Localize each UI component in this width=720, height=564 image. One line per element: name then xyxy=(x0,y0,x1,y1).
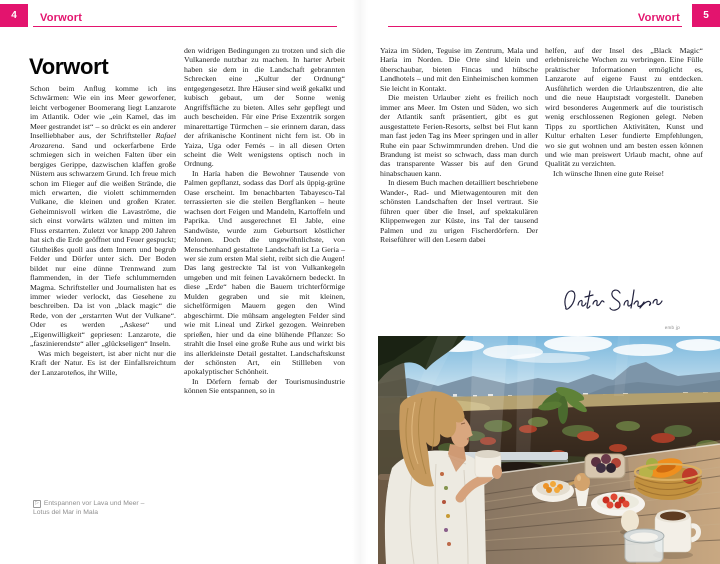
paragraph: den widrigen Bedingungen zu trotzen und sich die Vulkanerde nutzbar zu machen. In harter Arbeit haben sie dem in die Landschaft gebrannten Schrecken eine „Kultur der Ordnung“ entgegengesetzt. Ihre Häuser sind weiß gekalkt und kubisch gebaut, um der Sonne wenig Angriffsfläche zu bieten. Alles sehr gepflegt und auch bescheiden. Für eine Prise Exzentrik sorgen minarettartige Türmchen – sie erinnern daran, dass der afrikanische Kontinent nicht fern ist. Ob in Yaiza, Uga oder Femés – in all diesen Orten scheint die Welt wenigstens optisch noch in Ordnung. xyxy=(184,46,345,169)
caption-arrow-icon: ▷ xyxy=(35,500,39,506)
page-number-tab xyxy=(0,4,28,27)
header-rule xyxy=(33,26,337,27)
header-rule xyxy=(388,26,682,27)
paragraph: Die meisten Urlauber zieht es freilich noch immer ans Meer. Im Osten und Süden, wo sich der Atlantik sanft präsentiert, gibt es gut ausgestattete Ferien-Resorts, selbst bei Flut kann man fast jeden Tag ins Meer springen und in aller Ruhe ein paar Schwimmrunden drehen. Und die Brandung ist meist so schwach, dass man durch das transparente Wasser bis auf den Grund hinabschauen kann. xyxy=(380,93,538,178)
photo-caption xyxy=(33,500,185,517)
photo-illustration xyxy=(378,336,720,564)
page-gutter xyxy=(352,0,368,564)
paragraph: helfen, auf der Insel des „Black Magic“ erlebnisreiche Wochen zu verbringen. Eine Fülle praktischer Informationen ermöglicht es, Lanzarote auf eigene Faust zu entdecken. Ausführlich werden die Urlaubszentren, die alte und die neue Hauptstadt vorgestellt. Daneben wird besonderes Augenmerk auf die touristisch wenig erschlossenen Regionen gelegt. Neben Tipps zu sportlichen Aktivitäten, Kunst und Kultur erhalten Leser fundierte Empfehlungen, wo sie gut wohnen und am besten essen können und wie man preiswert Urlaub macht, ohne auf Qualität zu verzichten. xyxy=(545,46,703,169)
paragraph: In Dörfern fernab der Tourismusindustrie können Sie entspannen, so in xyxy=(184,376,345,396)
running-header-title: Vorwort xyxy=(637,12,680,24)
tomato-plate xyxy=(591,492,645,516)
page-number: 4 xyxy=(11,10,17,21)
mug-in-hand xyxy=(475,450,502,479)
running-header-title: Vorwort xyxy=(40,12,83,24)
text-column-4 xyxy=(545,46,703,178)
page-number: 5 xyxy=(703,10,709,21)
page-number-tab xyxy=(692,4,720,27)
caption-line1: Entspannen vor Lava und Meer – xyxy=(43,500,145,507)
paragraph: In diesem Buch machen detailliert beschriebene Wander-, Rad- und Mietwagentouren mit den schönsten Landschaften der Insel vertraut. Sie führen quer über die Insel, auf spektakulären Klippenwegen zur Küste, ins Tal der tausend Palmen und zu urigen Fischerdörfern. Der Reiseführer will den Lesern dabei xyxy=(380,178,538,245)
paragraph: Was mich begeistert, ist aber nicht nur die Kraft der Natur. Es ist der Einfallsreichtum der Lanzaroteños, ihr Wille, xyxy=(30,348,176,377)
paragraph: Ich wünsche Ihnen eine gute Reise! xyxy=(553,168,665,178)
paragraph: Schon beim Anflug komme ich ins Schwärmen: Wie ein ins Meer geworfener, leicht verbogener Boomerang liegt Lanzarote im Atlantik. Oder wie „ein Kamel, das im Meer gestrandet ist“ – so drückt es ein anderer Inselliebhaber aus, der Schriftsteller Rafael Arozarena. Sand und ockerfarbene Erde schmiegen sich in weichen Falten über ein bergiges Gerippe, dazwischen klaffen große Nüstern aus schwarzem Grund. Ich freue mich schon im Flieger auf die weißen Strände, die mich erwarten, die violett schimmernden Vulkane, die kleinen und großen Krater. Geheimnisvoll wirken die Lavaströme, die sich einst vorwärts wälzten und mitten im Fluss erstarrten. Zuletzt vor knapp 200 Jahren hat sich die Erde geöffnet und Feuer gespuckt; Glutheißes quoll aus dem Innern und begrub Felder und Dörfer unter sich. Der Boden bildet nur eine dünne Trennwand zum flammenden, in der Tiefe schlummernden Magma. Schriftsteller und Journalisten hat es immer wieder verlockt, das Gesehene zu beschreiben. Da ist von „black magic“ die Rede, von der „erstarrten Wut der Vulkane“. Oder es werden „Askese“ und „Eigenwilligkeit“ gepriesen: Lanzarote, die „faszinierendste“ aller „glückseligen“ Inseln. xyxy=(30,84,176,349)
text-column-1 xyxy=(30,84,176,377)
text-column-3 xyxy=(380,46,538,245)
author-signature xyxy=(560,282,666,320)
photo-credit: emb jp xyxy=(664,325,680,330)
photo-terrace-breakfast xyxy=(378,336,720,564)
paragraph: In Haría haben die Bewohner Tausende von Palmen gepflanzt, sodass das Dorf als üppig-grüne Oase erscheint. Im benachbarten Tabayesco-Tal terrassierten sie die steilen Bergflanken – heute wachsen dort Feigen und Mandeln, Kartoffeln und Paprika. Und ausgerechnet El Jable, eine Sandwüste, wurde zum Geburtsort köstlicher Melonen. Doch die ungewöhnlichste, von Menschenhand gestaltete Landschaft ist La Geria – wer sie zum ersten Mal sieht, reibt sich die Augen! Das lang gestreckte Tal ist von Vulkankegeln umgeben und mit feinen Lavakörnern bedeckt. In diese „Erde“ haben die Bauern trichterförmige Mulden gegraben und sie mit kleinen, sichelförmigen Mauern gegen den Wind abgeschirmt. Die mühsam angelegten Felder sind wie mit Lineal und Zirkel gezogen. Weinreben sprießen, hier und da eine blühende Pflanze: So strahlt die Insel eine große Ruhe aus und wirkt bis ins allerkleinste Detail gestaltet. Landschaftskunst der schönsten Art, ein Stillleben von apokalyptischer Schönheit. xyxy=(184,168,345,377)
page-right xyxy=(360,0,720,564)
berry-bowl xyxy=(585,454,625,478)
paragraph: Yaiza im Süden, Teguise im Zentrum, Mala und Haría im Norden. Die Orte sind klein und überschaubar, bieten Fincas und hübsche Landhotels – und mit den Einheimischen kommen Sie leicht in Kontakt. xyxy=(380,46,538,93)
chapter-heading: Vorwort xyxy=(29,53,109,79)
glass-jar xyxy=(624,529,664,562)
caption-line2: Lotus del Mar in Mala xyxy=(33,508,98,516)
text-column-2 xyxy=(184,46,345,396)
